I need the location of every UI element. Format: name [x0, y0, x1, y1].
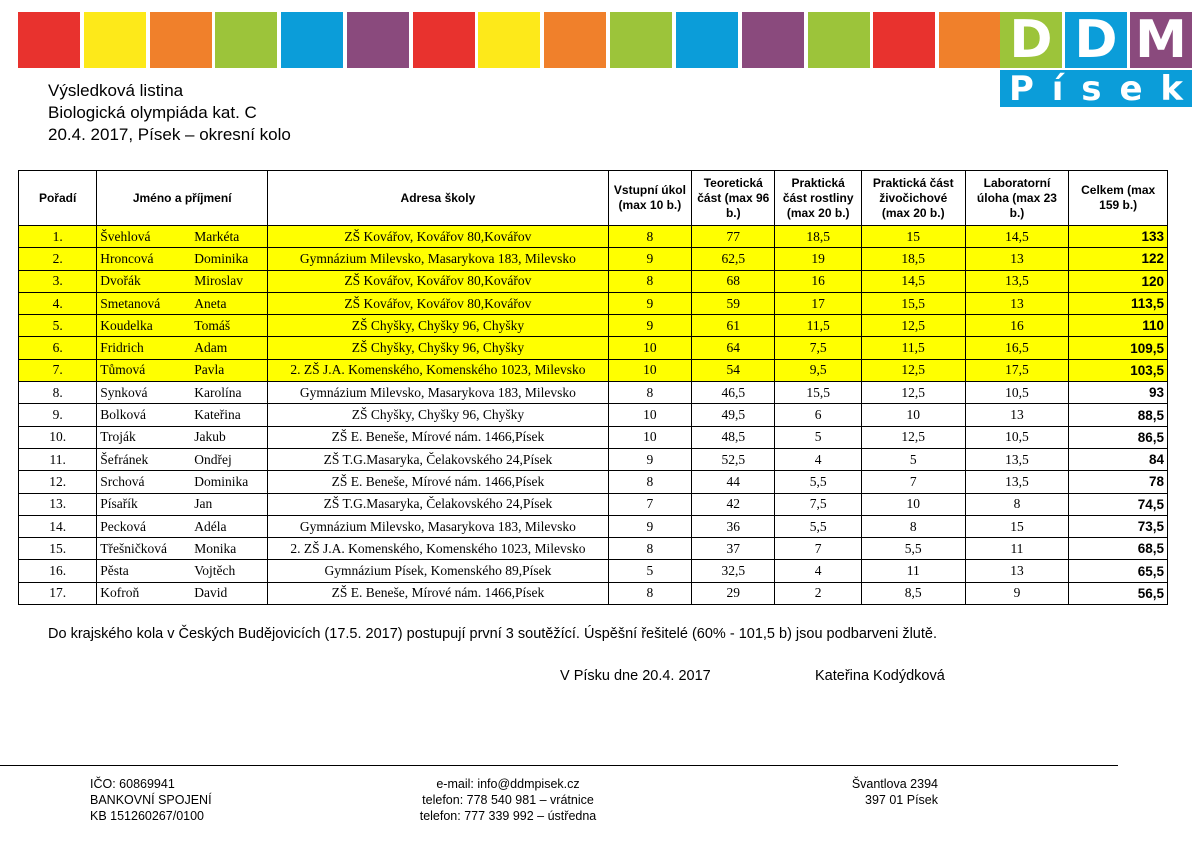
animals-score: 11 [861, 560, 965, 582]
animals-score: 7 [861, 471, 965, 493]
last-name: Fridrich [100, 340, 144, 356]
total-score: 78 [1069, 471, 1168, 493]
theory-score: 61 [692, 315, 775, 337]
animals-score: 8 [861, 515, 965, 537]
plants-score: 16 [775, 270, 861, 292]
school-cell: Gymnázium Milevsko, Masarykova 183, Milevsko [268, 515, 609, 537]
last-name: Třešničková [100, 540, 168, 556]
lab-score: 13 [965, 404, 1069, 426]
first-name: Aneta [194, 295, 227, 311]
school-cell: ZŠ E. Beneše, Mírové nám. 1466,Písek [268, 426, 609, 448]
footer-left [90, 776, 212, 824]
lab-score: 16 [965, 315, 1069, 337]
footer-right [848, 776, 938, 808]
first-name: Tomáš [194, 317, 231, 333]
lab-score: 8 [965, 493, 1069, 515]
total-score: 113,5 [1069, 292, 1168, 314]
school-cell: Gymnázium Milevsko, Masarykova 183, Milevsko [268, 382, 609, 404]
logo-letter: í [1051, 68, 1064, 109]
last-name: Synková [100, 384, 148, 400]
logo-letter-m: M [1130, 12, 1192, 68]
footer-street: Švantlova 2394 [851, 777, 938, 791]
last-name: Dvořák [100, 273, 141, 289]
table-row [19, 515, 1168, 537]
total-score: 74,5 [1069, 493, 1168, 515]
school-cell: ZŠ T.G.Masaryka, Čelakovského 24,Písek [268, 493, 609, 515]
theory-score: 48,5 [692, 426, 775, 448]
last-name: Koudelka [100, 317, 153, 333]
name-cell [97, 448, 268, 470]
rank-cell: 6. [19, 337, 97, 359]
total-score: 73,5 [1069, 515, 1168, 537]
total-score: 68,5 [1069, 538, 1168, 560]
stripe-block [18, 12, 80, 68]
table-row [19, 359, 1168, 381]
table-row [19, 226, 1168, 248]
stripe-block [873, 12, 935, 68]
school-cell: 2. ZŠ J.A. Komenského, Komenského 1023, Milevsko [268, 359, 609, 381]
last-name: Šefránek [100, 451, 149, 467]
theory-score: 68 [692, 270, 775, 292]
footer-phone-reception: telefon: 778 540 981 – vrátnice [422, 793, 594, 807]
animals-score: 11,5 [861, 337, 965, 359]
table-header-row [19, 171, 1168, 226]
entry-score: 8 [608, 382, 691, 404]
total-score: 122 [1069, 248, 1168, 270]
theory-score: 52,5 [692, 448, 775, 470]
stripe-block [413, 12, 475, 68]
stripe-block [808, 12, 870, 68]
rank-cell: 3. [19, 270, 97, 292]
first-name: David [194, 585, 228, 601]
school-cell: ZŠ E. Beneše, Mírové nám. 1466,Písek [268, 471, 609, 493]
stripe-block [84, 12, 146, 68]
last-name: Tůmová [100, 362, 146, 378]
name-cell [97, 315, 268, 337]
logo-pisek-band [1000, 70, 1192, 107]
last-name: Písařík [100, 496, 138, 512]
name-cell [97, 404, 268, 426]
rank-cell: 17. [19, 582, 97, 604]
plants-score: 7,5 [775, 493, 861, 515]
lab-score: 13,5 [965, 471, 1069, 493]
name-cell [97, 382, 268, 404]
stripe-block [478, 12, 540, 68]
stripe-block [281, 12, 343, 68]
name-cell [97, 226, 268, 248]
entry-score: 8 [608, 582, 691, 604]
plants-score: 7,5 [775, 337, 861, 359]
last-name: Pecková [100, 518, 147, 534]
plants-score: 11,5 [775, 315, 861, 337]
place-date: V Písku dne 20.4. 2017 [560, 668, 711, 684]
theory-score: 37 [692, 538, 775, 560]
col-name: Jméno a příjmení [97, 171, 268, 226]
first-name: Karolína [194, 384, 242, 400]
footer-bank-account: KB 151260267/0100 [90, 809, 204, 823]
rank-cell: 16. [19, 560, 97, 582]
animals-score: 5 [861, 448, 965, 470]
rank-cell: 5. [19, 315, 97, 337]
school-cell: ZŠ Kovářov, Kovářov 80,Kovářov [268, 270, 609, 292]
lab-score: 13 [965, 292, 1069, 314]
total-score: 56,5 [1069, 582, 1168, 604]
lab-score: 14,5 [965, 226, 1069, 248]
lab-score: 13,5 [965, 448, 1069, 470]
total-score: 103,5 [1069, 359, 1168, 381]
lab-score: 11 [965, 538, 1069, 560]
event-date-place: 20.4. 2017, Písek – okresní kolo [48, 125, 291, 144]
plants-score: 4 [775, 560, 861, 582]
entry-score: 9 [608, 248, 691, 270]
results-table [18, 170, 1168, 605]
first-name: Jan [194, 496, 213, 512]
stripe-block [939, 12, 1001, 68]
name-cell [97, 493, 268, 515]
theory-score: 32,5 [692, 560, 775, 582]
school-cell: Gymnázium Milevsko, Masarykova 183, Milevsko [268, 248, 609, 270]
stripe-block [610, 12, 672, 68]
first-name: Ondřej [194, 451, 232, 467]
table-row [19, 382, 1168, 404]
table-row [19, 471, 1168, 493]
last-name: Srchová [100, 473, 145, 489]
animals-score: 15,5 [861, 292, 965, 314]
plants-score: 7 [775, 538, 861, 560]
total-score: 110 [1069, 315, 1168, 337]
theory-score: 44 [692, 471, 775, 493]
logo-letter: e [1119, 68, 1143, 109]
total-score: 109,5 [1069, 337, 1168, 359]
plants-score: 2 [775, 582, 861, 604]
stripe-block [150, 12, 212, 68]
school-cell: 2. ZŠ J.A. Komenského, Komenského 1023, Milevsko [268, 538, 609, 560]
first-name: Adéla [194, 518, 227, 534]
theory-score: 46,5 [692, 382, 775, 404]
animals-score: 18,5 [861, 248, 965, 270]
entry-score: 9 [608, 448, 691, 470]
animals-score: 10 [861, 493, 965, 515]
table-row [19, 248, 1168, 270]
entry-score: 10 [608, 426, 691, 448]
table-row [19, 315, 1168, 337]
last-name: Pěsta [100, 563, 129, 579]
lab-score: 10,5 [965, 426, 1069, 448]
lab-score: 16,5 [965, 337, 1069, 359]
stripe-block [676, 12, 738, 68]
total-score: 120 [1069, 270, 1168, 292]
col-total: Celkem (max 159 b.) [1069, 171, 1168, 226]
theory-score: 64 [692, 337, 775, 359]
plants-score: 18,5 [775, 226, 861, 248]
logo-letter: s [1081, 68, 1102, 109]
name-cell [97, 426, 268, 448]
animals-score: 14,5 [861, 270, 965, 292]
first-name: Vojtěch [194, 563, 236, 579]
name-cell [97, 582, 268, 604]
col-rank: Pořadí [19, 171, 97, 226]
lab-score: 17,5 [965, 359, 1069, 381]
competition-name: Biologická olympiáda kat. C [48, 103, 257, 122]
rank-cell: 7. [19, 359, 97, 381]
rank-cell: 9. [19, 404, 97, 426]
last-name: Bolková [100, 407, 147, 423]
theory-score: 29 [692, 582, 775, 604]
rank-cell: 11. [19, 448, 97, 470]
footer-ico: IČO: 60869941 [90, 777, 175, 791]
total-score: 133 [1069, 226, 1168, 248]
col-school: Adresa školy [268, 171, 609, 226]
footer-city: 397 01 Písek [865, 793, 938, 807]
entry-score: 10 [608, 404, 691, 426]
entry-score: 8 [608, 226, 691, 248]
lab-score: 13 [965, 248, 1069, 270]
first-name: Pavla [194, 362, 225, 378]
lab-score: 15 [965, 515, 1069, 537]
theory-score: 49,5 [692, 404, 775, 426]
col-lab: Laboratorní úloha (max 23 b.) [965, 171, 1069, 226]
entry-score: 10 [608, 359, 691, 381]
school-cell: ZŠ Chyšky, Chyšky 96, Chyšky [268, 404, 609, 426]
document-header [48, 80, 291, 146]
lab-score: 13,5 [965, 270, 1069, 292]
table-row [19, 404, 1168, 426]
name-cell [97, 248, 268, 270]
stripe-block [215, 12, 277, 68]
school-cell: ZŠ T.G.Masaryka, Čelakovského 24,Písek [268, 448, 609, 470]
animals-score: 5,5 [861, 538, 965, 560]
school-cell: ZŠ Kovářov, Kovářov 80,Kovářov [268, 226, 609, 248]
entry-score: 8 [608, 471, 691, 493]
animals-score: 10 [861, 404, 965, 426]
animals-score: 12,5 [861, 426, 965, 448]
rank-cell: 4. [19, 292, 97, 314]
school-cell: ZŠ E. Beneše, Mírové nám. 1466,Písek [268, 582, 609, 604]
entry-score: 9 [608, 315, 691, 337]
table-row [19, 292, 1168, 314]
lab-score: 13 [965, 560, 1069, 582]
plants-score: 4 [775, 448, 861, 470]
last-name: Kofroň [100, 585, 140, 601]
stripe-block [742, 12, 804, 68]
last-name: Smetanová [100, 295, 161, 311]
last-name: Troják [100, 429, 136, 445]
name-cell [97, 270, 268, 292]
first-name: Dominika [194, 250, 249, 266]
animals-score: 8,5 [861, 582, 965, 604]
animals-score: 12,5 [861, 382, 965, 404]
rank-cell: 1. [19, 226, 97, 248]
theory-score: 59 [692, 292, 775, 314]
entry-score: 8 [608, 270, 691, 292]
footer-center [418, 776, 598, 824]
last-name: Švehlová [100, 228, 151, 244]
plants-score: 19 [775, 248, 861, 270]
entry-score: 10 [608, 337, 691, 359]
first-name: Miroslav [194, 273, 244, 289]
school-cell: Gymnázium Písek, Komenského 89,Písek [268, 560, 609, 582]
total-score: 65,5 [1069, 560, 1168, 582]
lab-score: 9 [965, 582, 1069, 604]
plants-score: 15,5 [775, 382, 861, 404]
plants-score: 5,5 [775, 471, 861, 493]
stripe-block [544, 12, 606, 68]
logo-letter-d: D [1000, 12, 1062, 68]
col-plants: Praktická část rostliny (max 20 b.) [775, 171, 861, 226]
stripe-block [347, 12, 409, 68]
first-name: Monika [194, 540, 237, 556]
logo-letter: k [1160, 68, 1184, 109]
footer-bank-label: BANKOVNÍ SPOJENÍ [90, 793, 212, 807]
table-row [19, 448, 1168, 470]
footer-divider [0, 765, 1118, 766]
school-cell: ZŠ Kovářov, Kovářov 80,Kovářov [268, 292, 609, 314]
animals-score: 12,5 [861, 315, 965, 337]
name-cell [97, 515, 268, 537]
col-theory: Teoretická část (max 96 b.) [692, 171, 775, 226]
name-cell [97, 337, 268, 359]
total-score: 88,5 [1069, 404, 1168, 426]
name-cell [97, 538, 268, 560]
plants-score: 9,5 [775, 359, 861, 381]
name-cell [97, 292, 268, 314]
school-cell: ZŠ Chyšky, Chyšky 96, Chyšky [268, 337, 609, 359]
rank-cell: 2. [19, 248, 97, 270]
footer-email: e-mail: info@ddmpisek.cz [436, 777, 580, 791]
school-cell: ZŠ Chyšky, Chyšky 96, Chyšky [268, 315, 609, 337]
first-name: Jakub [194, 429, 226, 445]
rank-cell: 12. [19, 471, 97, 493]
table-row [19, 426, 1168, 448]
name-cell [97, 560, 268, 582]
total-score: 84 [1069, 448, 1168, 470]
animals-score: 12,5 [861, 359, 965, 381]
logo-letter-d: D [1065, 12, 1127, 68]
table-row [19, 582, 1168, 604]
table-row [19, 560, 1168, 582]
plants-score: 17 [775, 292, 861, 314]
total-score: 86,5 [1069, 426, 1168, 448]
col-animals: Praktická část živočichové (max 20 b.) [861, 171, 965, 226]
rank-cell: 8. [19, 382, 97, 404]
signer-name: Kateřina Kodýdková [815, 668, 945, 684]
rank-cell: 13. [19, 493, 97, 515]
plants-score: 5 [775, 426, 861, 448]
entry-score: 5 [608, 560, 691, 582]
rank-cell: 10. [19, 426, 97, 448]
rank-cell: 14. [19, 515, 97, 537]
plants-score: 5,5 [775, 515, 861, 537]
animals-score: 15 [861, 226, 965, 248]
table-row [19, 270, 1168, 292]
advancement-note: Do krajského kola v Českých Budějovicích (17.5. 2017) postupují první 3 soutěžící. Úspěšní řešitelé (60% - 101,5 b) jsou podbarveni žlutě. [48, 626, 937, 642]
theory-score: 36 [692, 515, 775, 537]
table-row [19, 493, 1168, 515]
first-name: Dominika [194, 473, 249, 489]
name-cell [97, 471, 268, 493]
entry-score: 9 [608, 292, 691, 314]
theory-score: 54 [692, 359, 775, 381]
theory-score: 77 [692, 226, 775, 248]
entry-score: 9 [608, 515, 691, 537]
name-cell [97, 359, 268, 381]
document-title: Výsledková listina [48, 81, 184, 100]
theory-score: 42 [692, 493, 775, 515]
entry-score: 8 [608, 538, 691, 560]
theory-score: 62,5 [692, 248, 775, 270]
table-row [19, 538, 1168, 560]
first-name: Kateřina [194, 407, 241, 423]
rank-cell: 15. [19, 538, 97, 560]
entry-score: 7 [608, 493, 691, 515]
lab-score: 10,5 [965, 382, 1069, 404]
total-score: 93 [1069, 382, 1168, 404]
logo-letter: P [1008, 68, 1034, 109]
first-name: Adam [194, 340, 228, 356]
col-entry: Vstupní úkol (max 10 b.) [608, 171, 691, 226]
plants-score: 6 [775, 404, 861, 426]
table-row [19, 337, 1168, 359]
first-name: Markéta [194, 228, 240, 244]
last-name: Hroncová [100, 250, 154, 266]
footer-phone-main: telefon: 777 339 992 – ústředna [419, 809, 597, 823]
